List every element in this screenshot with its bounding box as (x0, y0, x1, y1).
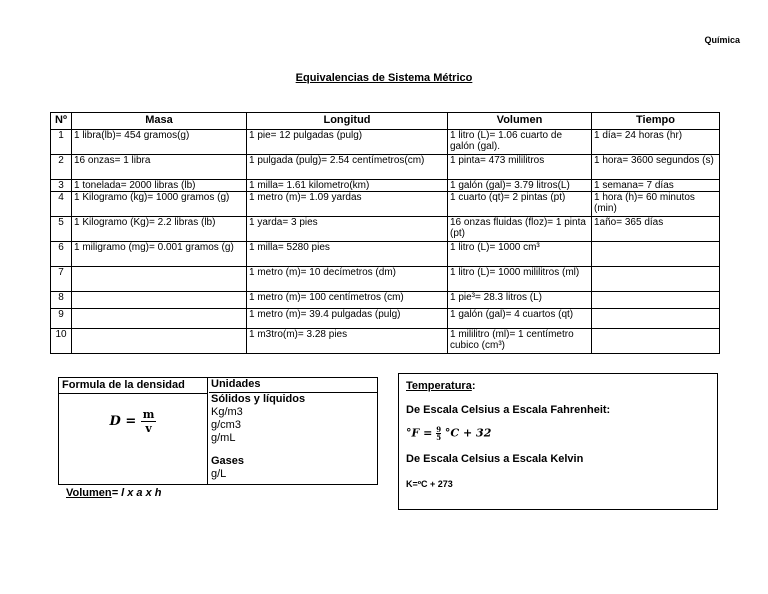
table-cell: 16 onzas= 1 libra (72, 155, 247, 180)
table-cell (592, 309, 720, 329)
unit-item: g/mL (211, 432, 236, 444)
table-row (51, 192, 720, 217)
table-cell: 1 metro (m)= 100 centímetros (cm) (247, 292, 448, 309)
col-header-masa: Masa (72, 113, 247, 130)
density-lhs: D (109, 414, 121, 429)
table-cell: 1 Kilogramo (kg)= 1000 gramos (g) (72, 192, 247, 217)
table-row (51, 217, 720, 242)
table-cell (72, 267, 247, 292)
density-box (58, 377, 378, 485)
table-cell: 1 litro (L)= 1000 mililitros (ml) (448, 267, 592, 292)
table-row (51, 130, 720, 155)
table-cell: 1 galón (gal)= 4 cuartos (qt) (448, 309, 592, 329)
gases-label: Gases (211, 455, 245, 467)
table-cell: 1 hora= 3600 segundos (s) (592, 155, 720, 180)
table-cell: 1 libra(lb)= 454 gramos(g) (72, 130, 247, 155)
table-cell: 1 m3tro(m)= 3.28 pies (247, 329, 448, 354)
table-cell: 1 Kilogramo (Kg)= 2.2 libras (lb) (72, 217, 247, 242)
col-header-volumen: Volumen (448, 113, 592, 130)
table-cell: 8 (51, 292, 72, 309)
table-cell: 1 milla= 5280 pies (247, 242, 448, 267)
volume-expression: = l x a x h (111, 487, 162, 499)
table-cell: 1 metro (m)= 10 decímetros (dm) (247, 267, 448, 292)
table-row (51, 242, 720, 267)
fraction-denominator: 5 (436, 433, 442, 442)
table-cell: 10 (51, 329, 72, 354)
table-cell: 1 hora (h)= 60 minutos (min) (592, 192, 720, 217)
fahrenheit-fraction (436, 426, 441, 441)
solids-label: Sólidos y líquidos (211, 393, 306, 405)
volume-label: Volumen (66, 487, 112, 499)
table-cell: 9 (51, 309, 72, 329)
density-eq: = (125, 414, 137, 429)
density-numerator: m (142, 408, 155, 421)
table-cell: 1año= 365 días (592, 217, 720, 242)
table-cell: 1 pulgada (pulg)= 2.54 centímetros(cm) (247, 155, 448, 180)
table-cell: 1 cuarto (qt)= 2 pintas (pt) (448, 192, 592, 217)
table-cell: 2 (51, 155, 72, 180)
table-cell: 1 día= 24 horas (hr) (592, 130, 720, 155)
table-row (51, 180, 720, 192)
table-row (51, 292, 720, 309)
table-row (51, 329, 720, 354)
fahrenheit-lhs: °F = (406, 426, 433, 440)
table-cell: 1 litro (L)= 1.06 cuarto de galón (gal). (448, 130, 592, 155)
table-cell: 1 milla= 1.61 kilometro(km) (247, 180, 448, 192)
table-cell (592, 242, 720, 267)
table-cell: 3 (51, 180, 72, 192)
units-panel (209, 378, 377, 481)
kelvin-formula: K=ºC + 273 (406, 479, 453, 489)
density-formula (59, 408, 207, 435)
temperature-box (398, 373, 718, 510)
density-header: Formula de la densidad (59, 378, 207, 394)
subject-label: Química (704, 35, 740, 45)
temperature-title: Temperatura (406, 380, 472, 392)
table-header-row (51, 113, 720, 130)
table-cell: 4 (51, 192, 72, 217)
table-cell: 1 metro (m)= 39.4 pulgadas (pulg) (247, 309, 448, 329)
table-cell: 16 onzas fluidas (floz)= 1 pinta (pt) (448, 217, 592, 242)
table-cell: 1 mililitro (ml)= 1 centímetro cubico (cm³) (448, 329, 592, 354)
equivalences-table (50, 112, 720, 354)
unit-item: g/L (211, 468, 227, 480)
table-cell (72, 329, 247, 354)
table-cell: 1 tonelada= 2000 libras (lb) (72, 180, 247, 192)
density-fraction (141, 408, 157, 435)
fahrenheit-rhs: °C + 32 (444, 426, 492, 440)
table-cell: 1 galón (gal)= 3.79 litros(L) (448, 180, 592, 192)
unit-item: g/cm3 (211, 419, 241, 431)
page-title: Equivalencias de Sistema Métrico (295, 72, 473, 84)
density-denominator: v (145, 422, 152, 435)
table-cell: 1 miligramo (mg)= 0.001 gramos (g) (72, 242, 247, 267)
fraction-numerator: 9 (436, 425, 442, 434)
table-row (51, 267, 720, 292)
volume-formula (66, 487, 161, 499)
table-cell: 1 semana= 7 días (592, 180, 720, 192)
fahrenheit-formula (406, 426, 710, 441)
celsius-to-kelvin-label: De Escala Celsius a Escala Kelvin (406, 453, 584, 465)
table-cell: 7 (51, 267, 72, 292)
table-cell: 1 metro (m)= 1.09 yardas (247, 192, 448, 217)
table-cell (592, 329, 720, 354)
temperature-title-row (406, 380, 710, 392)
units-header: Unidades (209, 378, 377, 393)
density-formula-panel (59, 378, 208, 484)
col-header-longitud: Longitud (247, 113, 448, 130)
table-cell: 1 litro (L)= 1000 cm³ (448, 242, 592, 267)
table-row (51, 309, 720, 329)
table-cell (72, 292, 247, 309)
temperature-title-colon: : (471, 380, 476, 392)
unit-item: Kg/m3 (211, 406, 243, 418)
table-cell: 1 yarda= 3 pies (247, 217, 448, 242)
celsius-to-fahrenheit-label: De Escala Celsius a Escala Fahrenheit: (406, 404, 611, 416)
table-cell: 5 (51, 217, 72, 242)
table-cell: 1 pie= 12 pulgadas (pulg) (247, 130, 448, 155)
table-cell (592, 267, 720, 292)
table-cell: 1 pie³= 28.3 litros (L) (448, 292, 592, 309)
table-cell: 1 (51, 130, 72, 155)
table-cell (72, 309, 247, 329)
table-cell (592, 292, 720, 309)
table-cell: 1 pinta= 473 mililitros (448, 155, 592, 180)
table-cell: 6 (51, 242, 72, 267)
col-header-num: Nº (51, 113, 72, 130)
table-row (51, 155, 720, 180)
col-header-tiempo: Tiempo (592, 113, 720, 130)
